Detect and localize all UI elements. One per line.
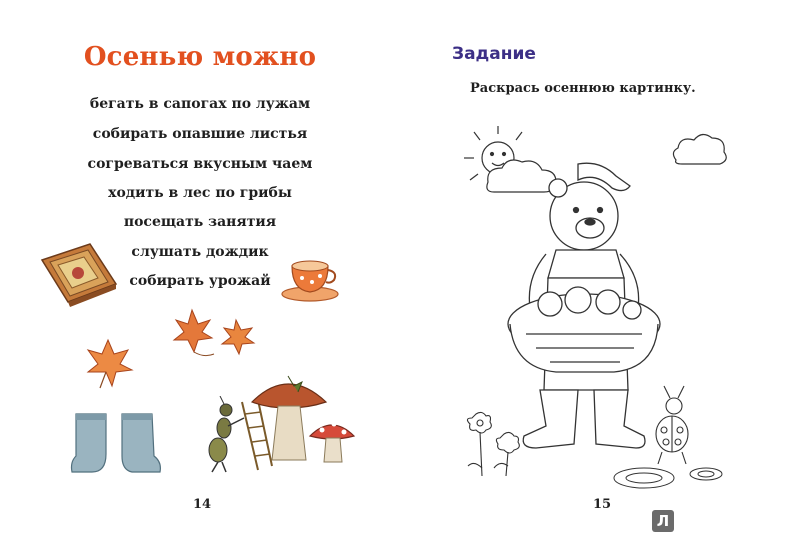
task-instruction: Раскрась осеннюю картинку. (470, 81, 696, 96)
maple-leaf-icon (170, 306, 262, 362)
teacup-icon (280, 254, 342, 304)
page-number: 15 (593, 497, 612, 512)
activity-line: собирать опавшие листья (92, 126, 308, 142)
activity-line: слушать дождик (131, 244, 269, 260)
activity-line: бегать в сапогах по лужам (89, 96, 311, 112)
right-page (400, 0, 800, 543)
puddle-icon (610, 462, 730, 492)
page-number: 14 (193, 497, 212, 512)
cloud-icon (668, 130, 730, 170)
activity-line: ходить в лес по грибы (108, 185, 292, 201)
activity-line: собирать урожай (129, 273, 271, 289)
ladybug-icon (646, 384, 704, 468)
rubber-boots-icon (66, 408, 170, 478)
publisher-logo (652, 510, 674, 532)
flowers-icon (460, 410, 532, 480)
logo-letter: Л (656, 512, 670, 530)
maple-leaf-icon (80, 338, 136, 390)
activity-line: посещать занятия (123, 214, 277, 230)
book-icon (38, 240, 120, 308)
mushrooms-icon (248, 372, 360, 468)
task-title: Задание (452, 44, 536, 64)
page-title: Осенью можно (83, 42, 317, 72)
activity-line: согреваться вкусным чаем (87, 156, 313, 172)
